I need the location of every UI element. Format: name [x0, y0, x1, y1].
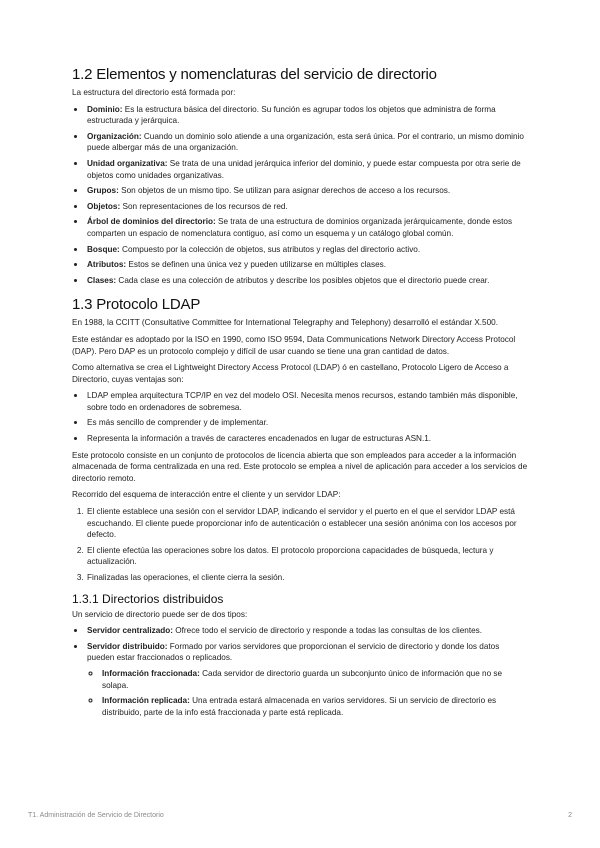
- definition: Cada clase es una colección de atributos y describe los posibles objetos que el directorio puede crear.: [116, 275, 490, 285]
- definition: Son objetos de un mismo tipo. Se utilizan para asignar derechos de acceso a los recursos.: [118, 186, 451, 196]
- list-item: 3. Finalizadas las operaciones, el cliente cierra la sesión.: [86, 572, 528, 584]
- definition: Compuesto por la colección de objetos, sus atributos y reglas del directorio activo.: [119, 244, 421, 254]
- definition: Estos se definen una única vez y pueden utilizarse en múltiples clases.: [126, 260, 386, 270]
- section-title: 1.2 Elementos y nomenclaturas del servicio de directorio: [72, 66, 437, 83]
- section-intro: La estructura del directorio está formada por:: [72, 88, 236, 97]
- term: Organización:: [87, 131, 142, 141]
- list-item: [86, 104, 528, 127]
- section-title: 1.3 Protocolo LDAP: [72, 296, 201, 314]
- term: Objetos:: [87, 201, 121, 211]
- list-item: [86, 201, 528, 213]
- term: Unidad organizativa:: [87, 158, 168, 168]
- list-item: • LDAP emplea arquitectura TCP/IP en vez del modelo OSI. Necesita menos recursos, estando también más disponible, sobre todo en ordenadores de sobremesa.: [86, 390, 528, 413]
- term: Bosque:: [87, 244, 120, 254]
- paragraph: Este estándar es adoptado por la ISO en 1990, como ISO 9594, Data Communications Network Directory Access Protocol (DAP). Pero DAP es un protocolo complejo y difícil de usar cuando se tiene una gran cantidad de datos.: [72, 334, 516, 356]
- definition: Es la estructura básica del directorio. Su función es agrupar todos los objetos que administra de forma estructurada y jerárquica.: [87, 104, 496, 126]
- list-item: [86, 216, 528, 239]
- server-types-list: [72, 625, 528, 718]
- sub-list-item: [101, 668, 528, 691]
- term: Dominio:: [87, 104, 123, 114]
- list-item: [86, 275, 528, 287]
- term: Información replicada:: [102, 696, 190, 706]
- paragraph: Este protocolo consiste en un conjunto de protocolos de licencia abierta que son empleados para acceder a la información almacenada de forma centralizada en una red. Este protocolo se emplea a nivel de aplicación para acceder a los servicios de directorio remoto.: [72, 450, 528, 483]
- advantages-list: [72, 390, 528, 444]
- page-footer: [28, 812, 572, 819]
- list-item: [86, 131, 528, 154]
- list-item: 2. El cliente efectúa las operaciones sobre los datos. El protocolo proporciona capacidades de búsqueda, lectura y actualización.: [86, 545, 528, 568]
- section-intro: Un servicio de directorio puede ser de dos tipos:: [72, 609, 248, 619]
- subsection-title: 1.3.1 Directorios distribuidos: [72, 591, 224, 606]
- list-item: [86, 641, 528, 719]
- paragraph: En 1988, la CCITT (Consultative Committee for International Telegraphy and Telephony) desarrolló el estándar X.500.: [72, 318, 498, 328]
- list-item: 1. El cliente establece una sesión con el servidor LDAP, indicando el servidor y el puerto en el que el servidor LDAP está escuchando. El cliente puede proporcionar info de autenticación o establecer una sesión anónima con los accesos por defecto.: [86, 506, 528, 541]
- definition: Se trata de una unidad jerárquica inferior del dominio, y puede estar compuesta por otra serie de objetos como unidades organizativas.: [87, 158, 521, 180]
- term: Clases:: [87, 275, 117, 285]
- definition: Se trata de una estructura de dominios organizada jerárquicamente, donde estos comparten un espacio de nomenclatura contiguo, así como un esquema y un catálogo global común.: [87, 217, 513, 238]
- page-number: 2: [568, 812, 572, 819]
- term: Servidor distribuido:: [87, 641, 168, 651]
- list-item: [86, 625, 528, 637]
- steps-list: [72, 506, 528, 584]
- definition: Formado por varios servidores que proporcionan el servicio de directorio y donde los datos pueden estar fraccionados o replicados.: [87, 641, 500, 663]
- term: Información fraccionada:: [102, 668, 200, 678]
- definition: Una entrada estará almacenada en varios servidores. Si un servicio de directorio es distribuido, parte de la info está fraccionada y parte está replicada.: [102, 696, 497, 717]
- definition: Ofrece todo el servicio de directorio y responde a todas las consultas de los clientes.: [173, 626, 483, 636]
- definition: Son representaciones de los recursos de red.: [120, 201, 288, 211]
- term: Servidor centralizado:: [87, 626, 173, 636]
- elements-list: [72, 104, 528, 287]
- list-item: • Es más sencillo de comprender y de implementar.: [86, 417, 528, 429]
- paragraph: Recorrido del esquema de interacción entre el cliente y un servidor LDAP:: [72, 490, 341, 500]
- definition: Cada servidor de directorio guarda un subconjunto único de información que no se solapa.: [102, 668, 503, 690]
- sub-list: [87, 668, 528, 718]
- term: Grupos:: [87, 186, 119, 196]
- term: Árbol de dominios del directorio:: [87, 217, 216, 227]
- sub-list-item: [101, 695, 528, 718]
- definition: Cuando un dominio solo atiende a una organización, esta será única. Por el contrario, un mismo dominio puede albergar más de una organización.: [87, 131, 524, 153]
- list-item: • Representa la información a través de caracteres encadenados en lugar de estructuras ASN.1.: [86, 433, 528, 445]
- term: Atributos:: [87, 260, 127, 270]
- list-item: [86, 158, 528, 181]
- list-item: [86, 244, 528, 256]
- document-page: [72, 66, 528, 723]
- list-item: [86, 259, 528, 271]
- paragraph: Como alternativa se crea el Lightweight Directory Access Protocol (LDAP) ó en castellano, Protocolo Ligero de Acceso a Directorio, cuyas ventajas son:: [72, 363, 509, 384]
- list-item: [86, 185, 528, 197]
- footer-title: T1. Administración de Servicio de Directorio: [28, 812, 164, 819]
